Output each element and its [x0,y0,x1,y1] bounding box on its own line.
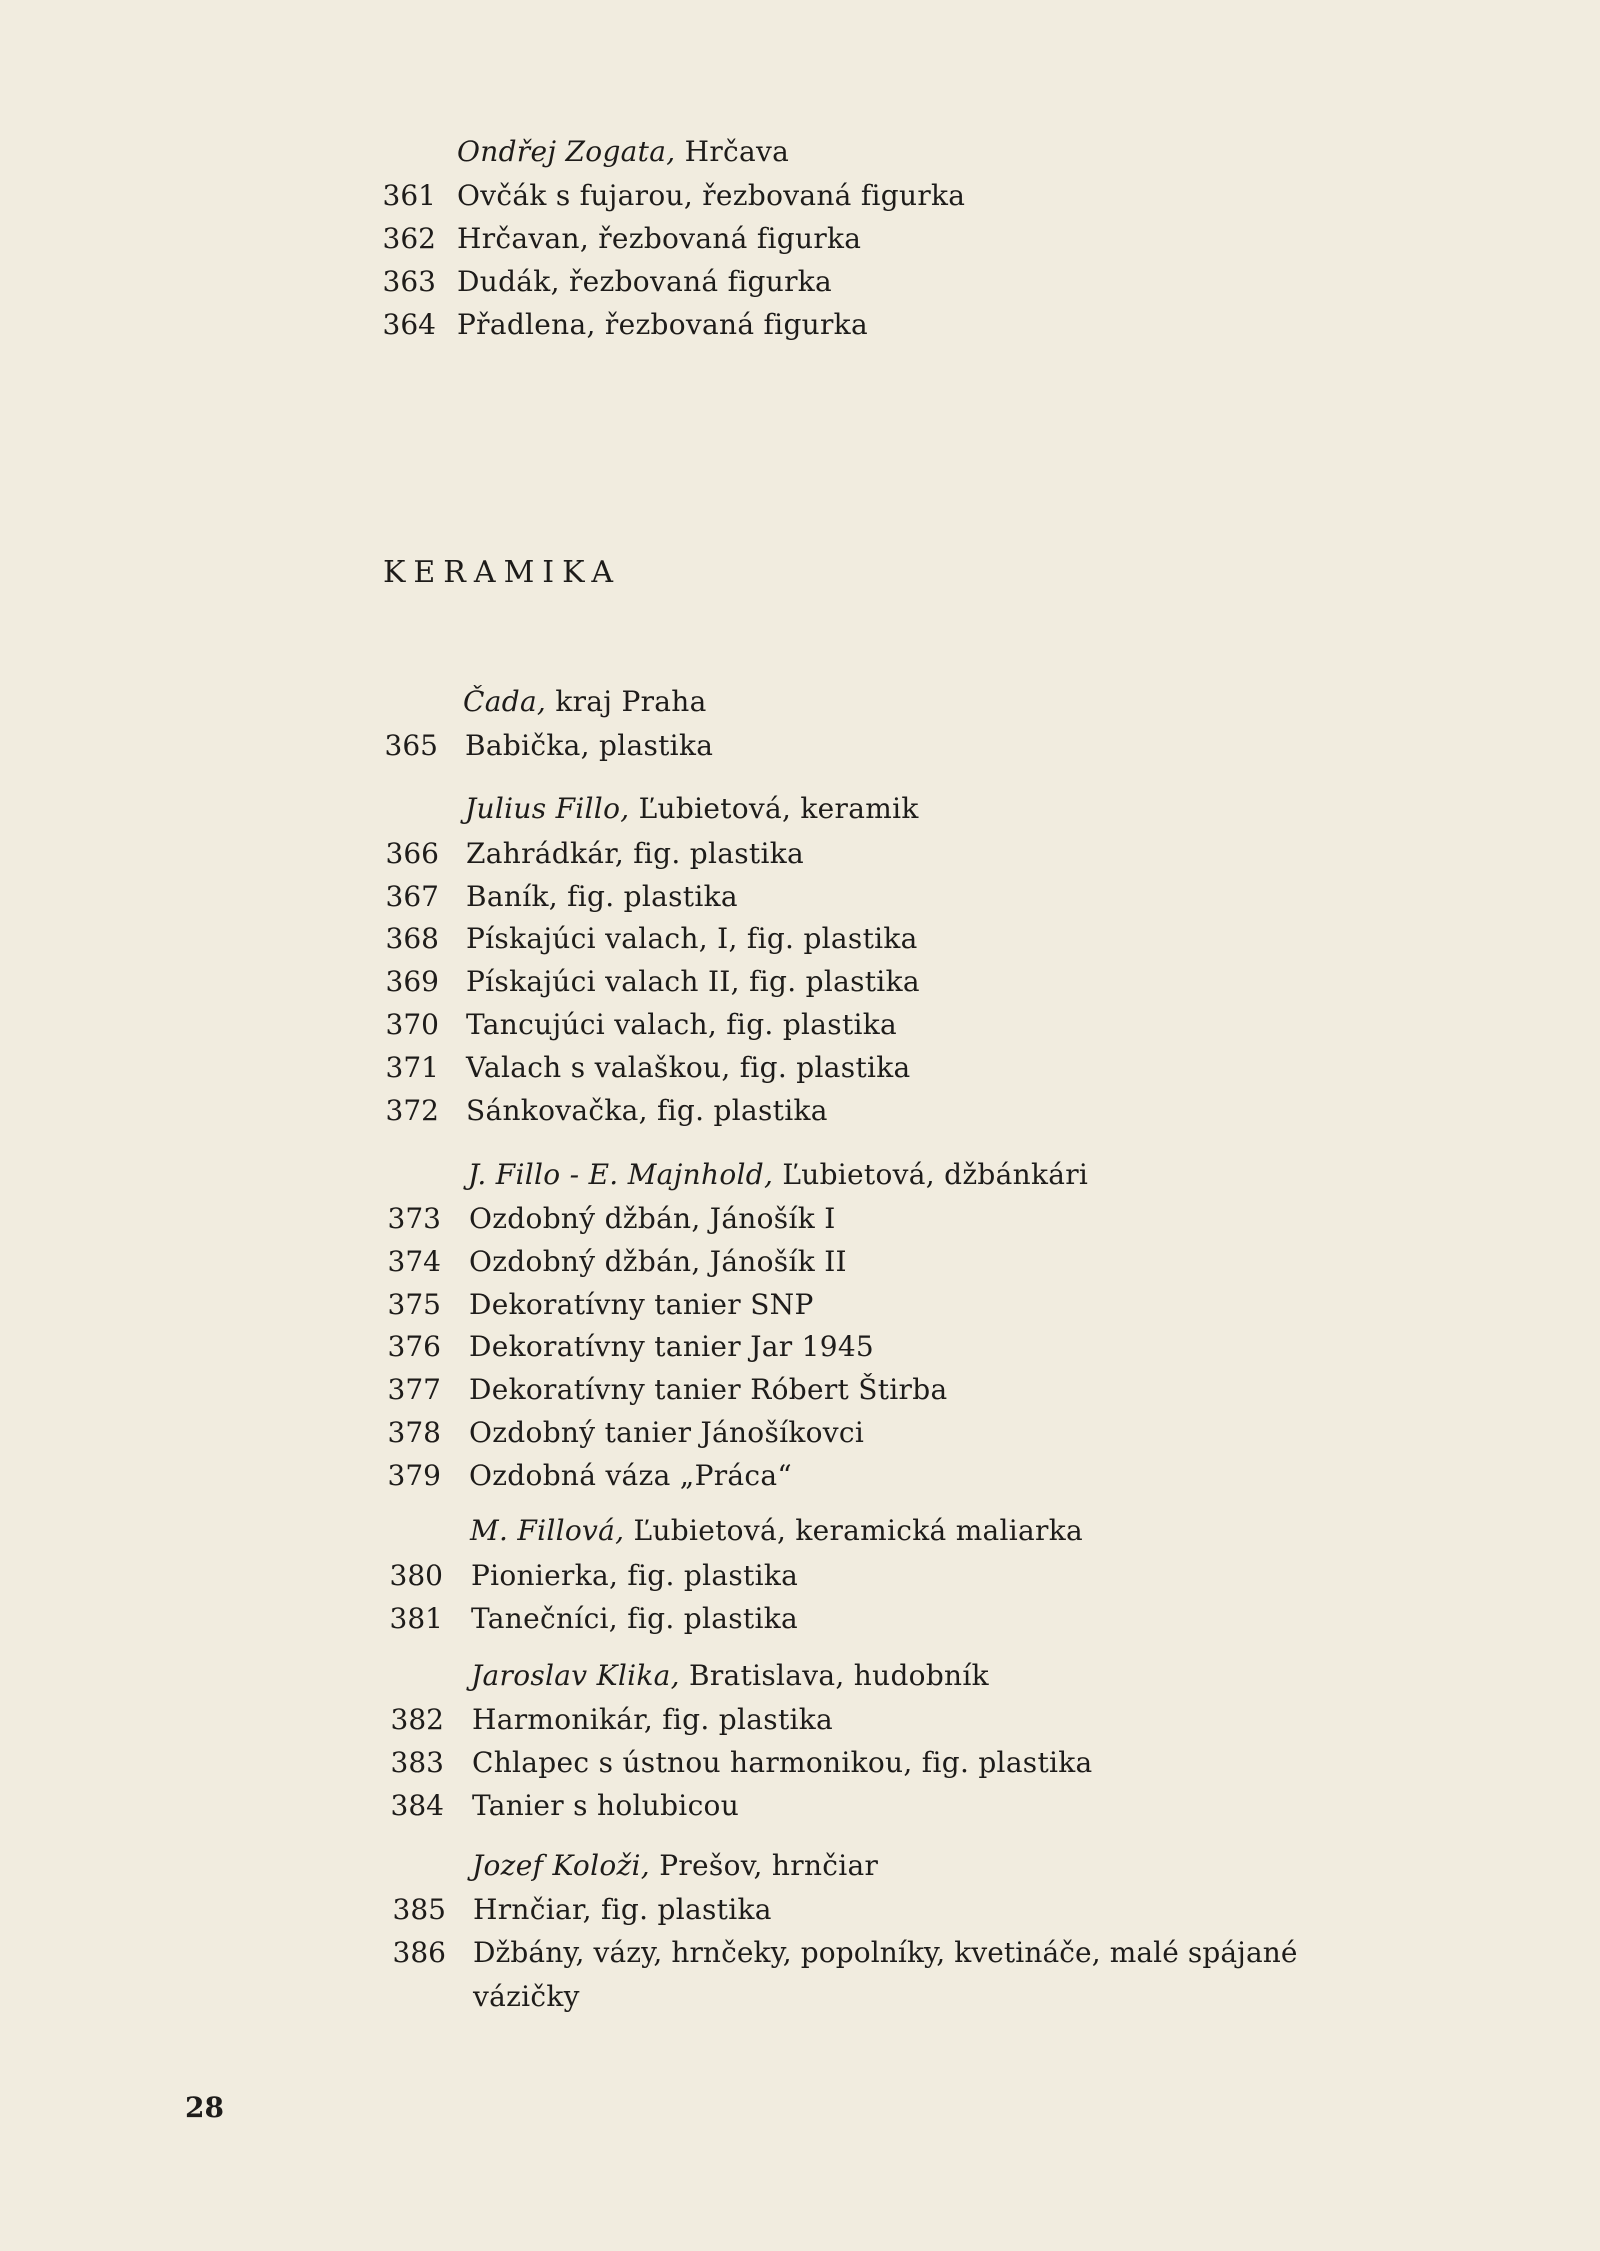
item-number: 361 [382,179,436,212]
item-number: 379 [387,1459,441,1492]
author-heading [457,132,789,172]
author-name: J. Fillo - E. Majnhold, [468,1158,774,1191]
item-text: Babička, plastika [465,729,714,762]
item-number: 377 [387,1373,441,1406]
author-name: Jaroslav Klika, [471,1659,680,1692]
item-number: 386 [392,1936,446,1969]
item-number: 371 [385,1051,439,1084]
item-text: Tanečníci, fig. plastika [471,1602,798,1635]
item-number: 374 [387,1245,441,1278]
item-text: Sánkovačka, fig. plastika [466,1094,828,1127]
author-location: Hrčava [675,135,790,168]
item-number: 364 [382,308,436,341]
item-text: Harmonikár, fig. plastika [472,1703,834,1736]
item-text: Dekoratívny tanier Róbert Štirba [469,1373,948,1406]
item-number: 363 [382,265,436,298]
item-number: 367 [385,880,439,913]
section-title: KERAMIKA [383,555,621,590]
item-number: 378 [387,1416,441,1449]
item-text: Hrnčiar, fig. plastika [473,1893,772,1926]
item-number: 384 [390,1789,444,1822]
item-number: 366 [385,837,439,870]
item-number: 382 [390,1703,444,1736]
author-heading [472,1846,878,1886]
item-text: Přadlena, řezbovaná figurka [457,308,868,341]
author-heading [471,1656,989,1696]
item-text: Ozdobný džbán, Jánošík II [469,1245,847,1278]
item-text: Chlapec s ústnou harmonikou, fig. plastika [472,1746,1093,1779]
item-number: 381 [389,1602,443,1635]
item-number: 372 [385,1094,439,1127]
item-text: Zahrádkár, fig. plastika [466,837,805,870]
author-name: M. Fillová, [470,1514,625,1547]
item-text: Dekoratívny tanier SNP [469,1288,814,1321]
item-text: Tancujúci valach, fig. plastika [466,1008,898,1041]
author-location: kraj Praha [546,685,707,718]
item-number: 368 [385,922,439,955]
item-text: Pískajúci valach II, fig. plastika [466,965,920,998]
author-location: Ľubietová, keramik [629,792,919,825]
item-number: 362 [382,222,436,255]
item-text: Tanier s holubicou [472,1789,740,1822]
author-heading [468,1155,1088,1195]
item-text: Dudák, řezbovaná figurka [457,265,833,298]
item-continuation: vázičky [473,1980,580,2013]
item-text: Ovčák s fujarou, řezbovaná figurka [457,179,966,212]
item-number: 373 [387,1202,441,1235]
item-text: Pionierka, fig. plastika [471,1559,799,1592]
item-number: 365 [384,729,438,762]
item-text: Hrčavan, řezbovaná figurka [457,222,862,255]
item-number: 380 [389,1559,443,1592]
author-location: Ľubietová, keramická maliarka [624,1514,1083,1547]
item-text: Baník, fig. plastika [466,880,738,913]
item-text: Valach s valaškou, fig. plastika [466,1051,911,1084]
author-heading [463,682,707,722]
item-number: 385 [392,1893,446,1926]
author-heading [470,1511,1083,1551]
author-location: Prešov, hrnčiar [650,1849,879,1882]
item-number: 376 [387,1330,441,1363]
item-number: 370 [385,1008,439,1041]
item-text: Ozdobný tanier Jánošíkovci [469,1416,865,1449]
item-text: Pískajúci valach, I, fig. plastika [466,922,918,955]
author-heading [465,789,919,829]
author-name: Julius Fillo, [465,792,630,825]
item-text: Džbány, vázy, hrnčeky, popolníky, kvetináče, malé spájané [473,1936,1298,1969]
page-number: 28 [185,2091,224,2124]
item-text: Dekoratívny tanier Jar 1945 [469,1330,875,1363]
author-location: Bratislava, hudobník [679,1659,989,1692]
item-text: Ozdobná váza „Práca“ [469,1459,793,1492]
item-number: 383 [390,1746,444,1779]
item-number: 375 [387,1288,441,1321]
author-location: Ľubietová, džbánkári [773,1158,1089,1191]
item-number: 369 [385,965,439,998]
author-name: Čada, [463,685,547,718]
author-name: Ondřej Zogata, [457,135,676,168]
item-text: Ozdobný džbán, Jánošík I [469,1202,836,1235]
author-name: Jozef Koloži, [472,1849,651,1882]
